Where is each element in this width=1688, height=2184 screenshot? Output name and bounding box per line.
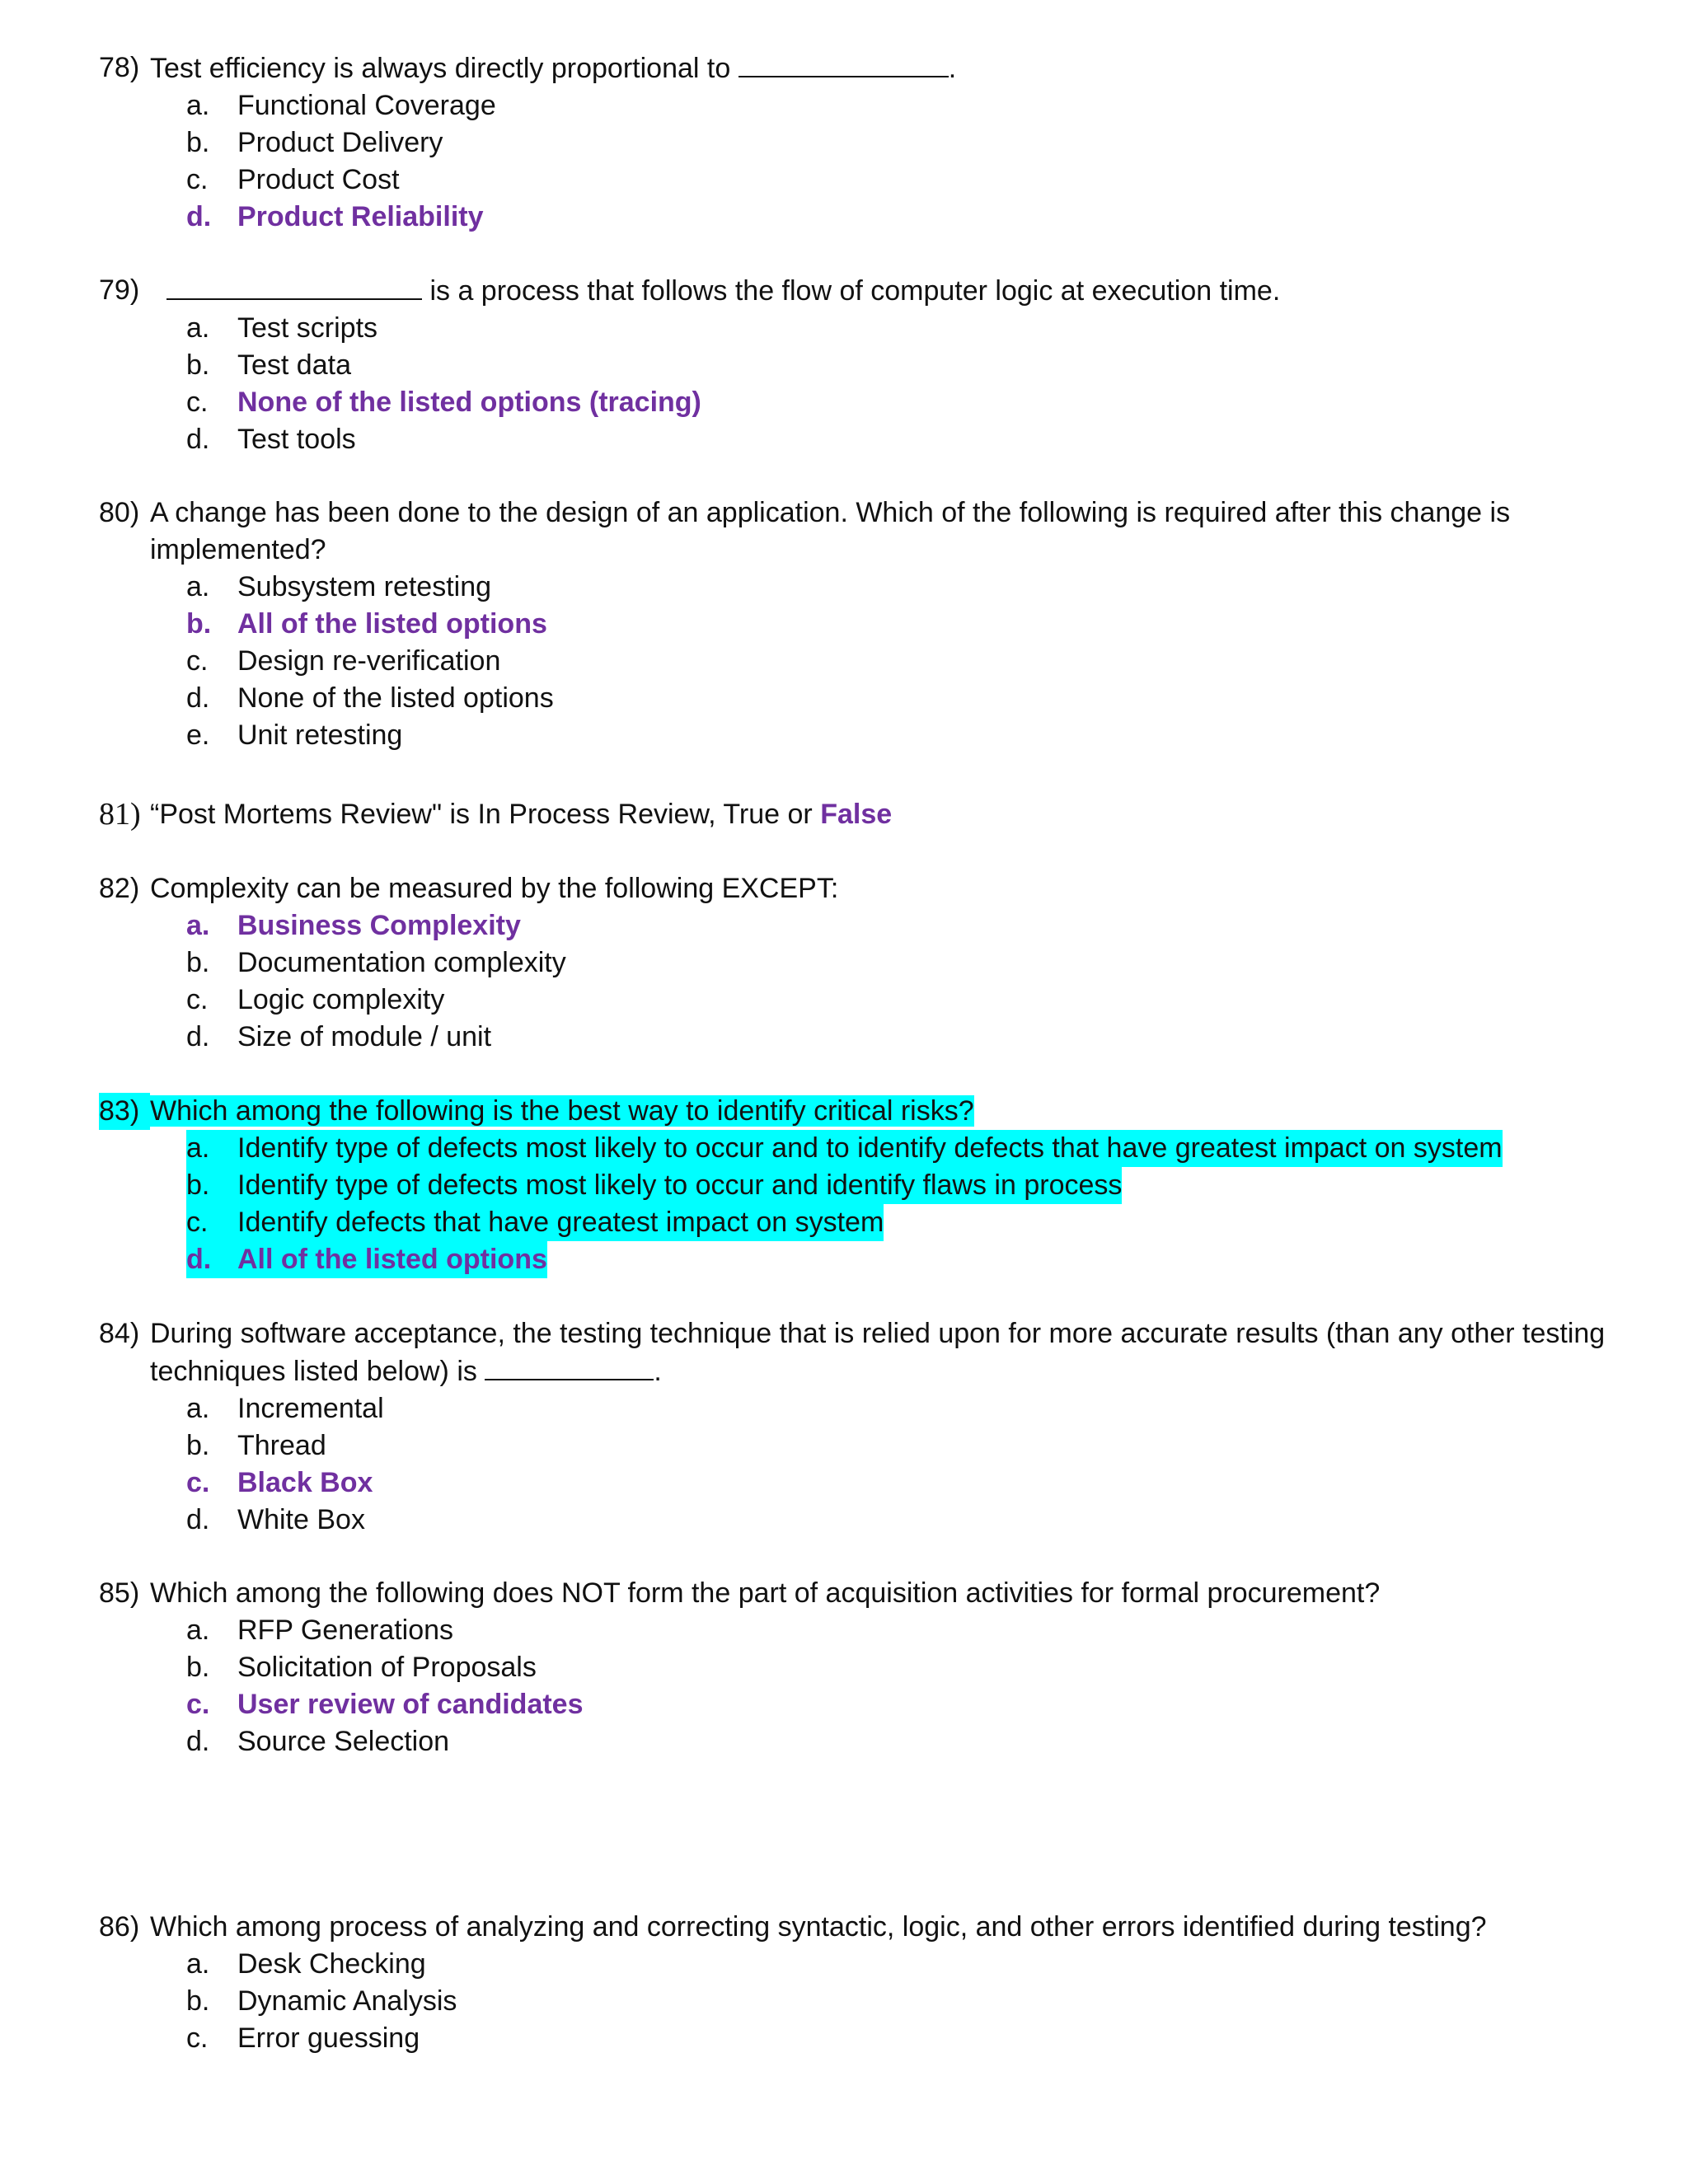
option-c xyxy=(99,982,1632,1019)
option-text: Identify type of defects most likely to occur and to identify defects that have greatest impact on system xyxy=(237,1130,1503,1167)
option-letter: d. xyxy=(186,424,210,455)
option-text: Functional Coverage xyxy=(237,90,496,121)
option-letter: b. xyxy=(186,1167,237,1204)
question-stem xyxy=(99,49,1632,87)
question-78 xyxy=(99,49,1632,236)
question-number: 81) xyxy=(99,797,141,832)
option-letter: b. xyxy=(186,947,210,978)
question-stem xyxy=(99,1909,1632,1946)
option-letter: d. xyxy=(186,1241,237,1278)
option-d xyxy=(99,1019,1632,1056)
option-letter: b. xyxy=(186,1652,210,1683)
question-number: 80) xyxy=(99,497,140,528)
option-text: None of the listed options xyxy=(237,682,554,714)
question-number: 82) xyxy=(99,873,140,904)
option-text: Identify defects that have greatest impact on system xyxy=(237,1204,884,1241)
option-letter: a. xyxy=(186,312,210,344)
question-stem xyxy=(99,796,1632,833)
option-a xyxy=(99,1612,1632,1649)
inline-answer: False xyxy=(820,799,893,830)
option-text: Test data xyxy=(237,349,351,381)
option-text: Test scripts xyxy=(237,312,378,344)
option-text: None of the listed options (tracing) xyxy=(237,387,701,418)
option-letter: c. xyxy=(186,984,209,1015)
option-text: Subsystem retesting xyxy=(237,571,492,602)
option-text: Product Cost xyxy=(237,164,400,195)
option-b xyxy=(99,124,1632,162)
option-text: User review of candidates xyxy=(237,1689,584,1720)
option-letter: c. xyxy=(186,645,209,677)
question-stem xyxy=(99,1575,1632,1612)
option-text: Product Reliability xyxy=(237,201,484,232)
question-text: Which among the following does NOT form the part of acquisition activities for formal procurement? xyxy=(150,1577,1381,1609)
question-text: During software acceptance, the testing technique that is relied upon for more accurate results (than any other testing techniques listed below) is xyxy=(150,1318,1606,1387)
question-stem xyxy=(99,1315,1632,1390)
option-c-correct-answer xyxy=(99,1686,1632,1723)
question-number: 84) xyxy=(99,1318,140,1349)
option-letter: d. xyxy=(186,682,210,714)
question-86 xyxy=(99,1909,1632,2057)
option-letter: c. xyxy=(186,387,209,418)
option-text: Source Selection xyxy=(237,1726,450,1757)
option-text: Product Delivery xyxy=(237,127,443,158)
option-c xyxy=(99,1204,1632,1241)
option-text: Desk Checking xyxy=(237,1948,426,1980)
option-text: Unit retesting xyxy=(237,719,403,751)
option-letter: b. xyxy=(186,608,212,640)
option-text: Dynamic Analysis xyxy=(237,1985,457,2017)
question-number: 79) xyxy=(99,274,140,306)
option-d-correct-answer xyxy=(99,1241,1632,1278)
option-letter: c. xyxy=(186,1467,210,1498)
option-letter: a. xyxy=(186,1130,237,1167)
question-text: A change has been done to the design of an application. Which of the following is required after this change is implemented? xyxy=(150,497,1511,565)
question-text-end: . xyxy=(948,53,957,84)
question-stem xyxy=(99,1093,1632,1130)
option-b-correct-answer xyxy=(99,606,1632,643)
option-text: White Box xyxy=(237,1504,365,1535)
option-text: All of the listed options xyxy=(237,608,547,640)
option-b xyxy=(99,1427,1632,1465)
question-text: is a process that follows the flow of computer logic at execution time. xyxy=(429,275,1281,307)
option-c xyxy=(99,2020,1632,2057)
question-85 xyxy=(99,1575,1632,1760)
option-letter: d. xyxy=(186,1021,210,1052)
option-letter: a. xyxy=(186,1615,210,1646)
option-text: Documentation complexity xyxy=(237,947,566,978)
option-letter: d. xyxy=(186,1504,210,1535)
option-letter: a. xyxy=(186,910,210,941)
option-a xyxy=(99,87,1632,124)
question-text: Which among process of analyzing and correcting syntactic, logic, and other errors identified during testing? xyxy=(150,1911,1487,1943)
question-84 xyxy=(99,1315,1632,1539)
option-letter: a. xyxy=(186,1948,210,1980)
option-text: Logic complexity xyxy=(237,984,445,1015)
option-list xyxy=(99,907,1632,1056)
option-a xyxy=(99,1946,1632,1983)
option-list xyxy=(99,310,1632,458)
option-list xyxy=(99,569,1632,754)
option-letter: a. xyxy=(186,571,210,602)
question-stem xyxy=(99,272,1632,310)
option-d xyxy=(99,421,1632,458)
option-a xyxy=(99,1390,1632,1427)
option-text: Design re-verification xyxy=(237,645,501,677)
fill-in-blank xyxy=(738,49,949,77)
option-letter: b. xyxy=(186,349,210,381)
option-d xyxy=(99,1723,1632,1760)
question-number: 85) xyxy=(99,1577,140,1609)
option-c-correct-answer xyxy=(99,384,1632,421)
fill-in-blank xyxy=(166,272,422,300)
fill-in-blank xyxy=(485,1352,654,1380)
question-79 xyxy=(99,272,1632,458)
option-c xyxy=(99,643,1632,680)
question-text-highlighted: Which among the following is the best way to identify critical risks? xyxy=(150,1095,974,1127)
option-letter: b. xyxy=(186,1985,210,2017)
option-list xyxy=(99,1130,1632,1278)
option-letter: c. xyxy=(186,1204,237,1241)
question-stem xyxy=(99,870,1632,907)
option-letter: a. xyxy=(186,90,210,121)
option-d-correct-answer xyxy=(99,199,1632,236)
question-text: “Post Mortems Review" is In Process Review, True or xyxy=(150,799,813,830)
option-text: Thread xyxy=(237,1430,326,1461)
question-number: 86) xyxy=(99,1911,140,1943)
option-letter: e. xyxy=(186,719,210,751)
option-letter: b. xyxy=(186,127,210,158)
question-number: 78) xyxy=(99,52,140,83)
option-text: Black Box xyxy=(237,1467,373,1498)
option-letter: a. xyxy=(186,1393,210,1424)
option-d xyxy=(99,1502,1632,1539)
question-80 xyxy=(99,494,1632,754)
question-81 xyxy=(99,796,1632,833)
option-text: Incremental xyxy=(237,1393,384,1424)
option-list xyxy=(99,87,1632,236)
option-b xyxy=(99,1167,1632,1204)
option-list xyxy=(99,1946,1632,2057)
option-b xyxy=(99,1649,1632,1686)
question-82 xyxy=(99,870,1632,1056)
option-letter: c. xyxy=(186,1689,210,1720)
question-stem xyxy=(99,494,1632,569)
option-a-correct-answer xyxy=(99,907,1632,944)
option-a xyxy=(99,1130,1632,1167)
option-letter: d. xyxy=(186,201,212,232)
option-b xyxy=(99,347,1632,384)
option-text: Test tools xyxy=(237,424,356,455)
option-letter: d. xyxy=(186,1726,210,1757)
option-text: Identify type of defects most likely to occur and identify flaws in process xyxy=(237,1167,1122,1204)
option-list xyxy=(99,1612,1632,1760)
option-text: Solicitation of Proposals xyxy=(237,1652,537,1683)
option-a xyxy=(99,310,1632,347)
question-83 xyxy=(99,1093,1632,1278)
option-c-correct-answer xyxy=(99,1465,1632,1502)
option-text: Size of module / unit xyxy=(237,1021,492,1052)
option-c xyxy=(99,162,1632,199)
option-d xyxy=(99,680,1632,717)
question-text: Complexity can be measured by the following EXCEPT: xyxy=(150,873,839,904)
question-number: 83) xyxy=(99,1093,150,1130)
question-text-end: . xyxy=(654,1356,662,1387)
option-list xyxy=(99,1390,1632,1539)
option-letter: c. xyxy=(186,164,209,195)
option-text: All of the listed options xyxy=(237,1241,547,1278)
option-letter: c. xyxy=(186,2022,209,2054)
option-text: RFP Generations xyxy=(237,1615,454,1646)
option-letter: b. xyxy=(186,1430,210,1461)
question-text: Test efficiency is always directly proportional to xyxy=(150,53,731,84)
option-b xyxy=(99,944,1632,982)
option-a xyxy=(99,569,1632,606)
option-text: Error guessing xyxy=(237,2022,420,2054)
option-e xyxy=(99,717,1632,754)
option-b xyxy=(99,1983,1632,2020)
option-text: Business Complexity xyxy=(237,910,521,941)
